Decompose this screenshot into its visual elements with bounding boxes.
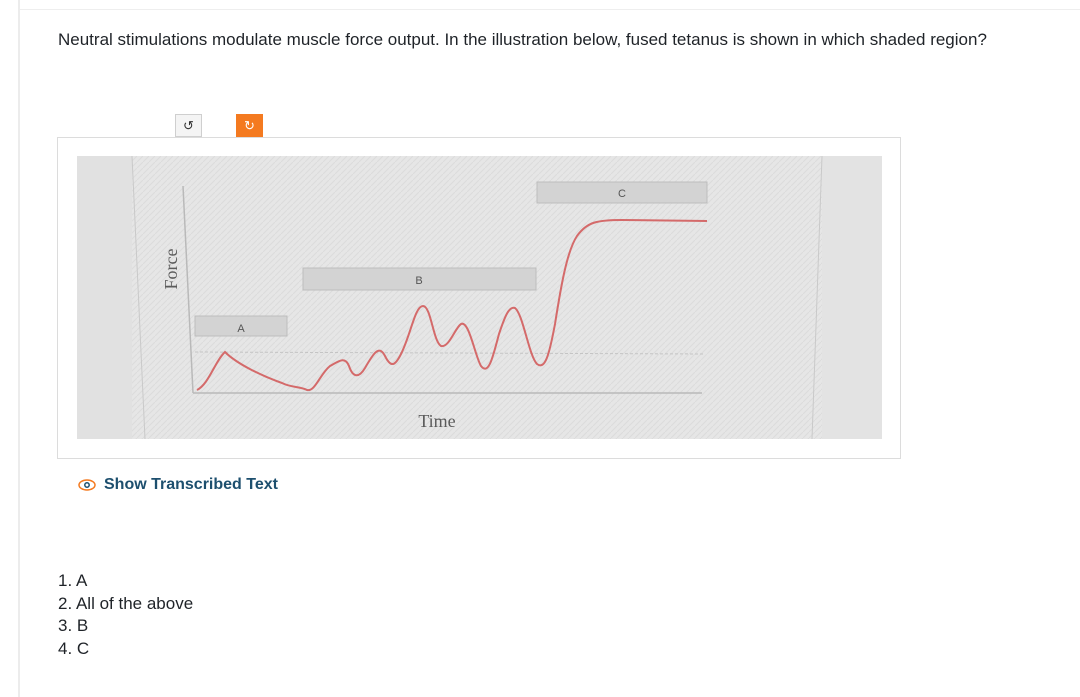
rotate-counterclockwise-icon: ↺ [183, 117, 194, 133]
photo-background [77, 156, 882, 439]
photo-left-edge [77, 156, 132, 439]
answer-option-a[interactable]: 1. A [58, 571, 88, 590]
x-axis-label: Time [418, 411, 456, 431]
answer-option-all[interactable]: 2. All of the above [58, 593, 194, 613]
answer-list [58, 570, 193, 660]
top-divider [20, 9, 1080, 10]
eye-icon [78, 478, 96, 492]
rotate-left-button[interactable] [175, 114, 202, 137]
show-transcribed-text-label: Show Transcribed Text [104, 476, 278, 493]
region-b-label: B [415, 275, 423, 287]
question-text: Neutral stimulations modulate muscle force output. In the illustration below, fused tetanus is shown in which shaded region? [58, 30, 987, 49]
show-transcribed-text-link[interactable] [78, 476, 278, 494]
y-axis-label: Force [161, 248, 181, 290]
region-c-label: C [618, 188, 626, 200]
rotate-right-button[interactable] [236, 114, 263, 137]
rotate-clockwise-icon: ↻ [244, 117, 255, 133]
left-border [18, 0, 20, 697]
question-image [77, 156, 882, 439]
photo-right-edge [822, 156, 882, 439]
answer-option-b[interactable]: 3. B [58, 616, 89, 635]
answer-option-c[interactable]: 4. C [58, 638, 90, 658]
region-a-label: A [237, 323, 245, 335]
